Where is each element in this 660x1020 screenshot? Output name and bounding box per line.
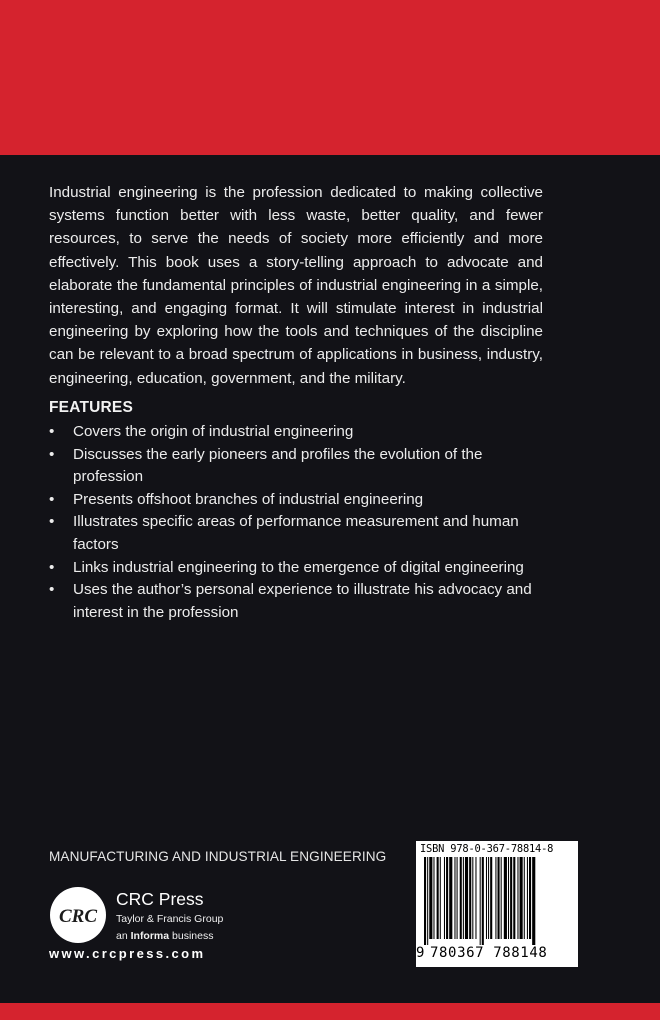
bullet-icon: • bbox=[49, 558, 55, 576]
barcode bbox=[416, 841, 578, 967]
bullet-icon: • bbox=[49, 423, 55, 440]
barcode-bar bbox=[498, 857, 500, 939]
isbn-label: ISBN 978-0-367-78814-8 bbox=[420, 843, 554, 855]
feature-item bbox=[49, 489, 549, 512]
barcode-bar bbox=[510, 857, 512, 939]
barcode-bars bbox=[424, 857, 572, 945]
barcode-bar bbox=[495, 857, 496, 939]
barcode-bar bbox=[524, 857, 525, 939]
top-red-band bbox=[0, 0, 660, 155]
crc-logo-text: CRC bbox=[58, 906, 98, 927]
feature-text: Illustrates specific areas of performance measurement and human factors bbox=[73, 513, 519, 553]
feature-item bbox=[49, 579, 549, 624]
barcode-bar bbox=[449, 857, 452, 939]
barcode-bar bbox=[463, 857, 464, 939]
bullet-icon: • bbox=[49, 513, 55, 531]
barcode-bar bbox=[424, 857, 426, 945]
feature-item bbox=[49, 421, 549, 444]
bullet-icon: • bbox=[49, 445, 55, 463]
features-heading: FEATURES bbox=[49, 399, 133, 416]
barcode-bar bbox=[488, 857, 489, 939]
barcode-bar bbox=[486, 857, 487, 939]
barcode-bar bbox=[504, 857, 507, 939]
barcode-bar bbox=[433, 857, 434, 939]
barcode-bar bbox=[469, 857, 471, 939]
barcode-bar bbox=[429, 857, 432, 939]
publisher-website: www.crcpress.com bbox=[49, 946, 206, 961]
feature-item bbox=[49, 557, 549, 580]
barcode-bar bbox=[513, 857, 515, 939]
ean-digits: 780367 788148 bbox=[430, 945, 548, 961]
publisher-name: CRC Press bbox=[116, 889, 204, 909]
feature-text: Uses the author’s personal experience to illustrate his advocacy and interest in the profession bbox=[73, 581, 532, 621]
barcode-bar bbox=[532, 857, 535, 945]
crc-logo-icon bbox=[50, 887, 106, 943]
series-name: MANUFACTURING AND INDUSTRIAL ENGINEERING bbox=[49, 849, 387, 864]
barcode-bar bbox=[446, 857, 448, 939]
feature-item bbox=[49, 511, 549, 556]
feature-text: Links industrial engineering to the emergence of digital engineering bbox=[73, 558, 524, 576]
bullet-icon: • bbox=[49, 581, 55, 599]
feature-text: Covers the origin of industrial engineering bbox=[73, 423, 354, 440]
barcode-bar bbox=[480, 857, 481, 945]
ean-lead-digit: 9 bbox=[416, 945, 425, 961]
feature-text: Presents offshoot branches of industrial engineering bbox=[73, 490, 424, 508]
barcode-bar bbox=[508, 857, 509, 939]
barcode-bar bbox=[520, 857, 523, 939]
publisher-business: an Informa business bbox=[116, 930, 214, 942]
barcode-bar bbox=[501, 857, 502, 939]
feature-text: Discusses the early pioneers and profiles the evolution of the profession bbox=[73, 445, 483, 486]
barcode-bar bbox=[472, 857, 473, 939]
barcode-bar bbox=[454, 857, 455, 939]
feature-item bbox=[49, 444, 549, 489]
barcode-bar bbox=[527, 857, 528, 939]
book-description: Industrial engineering is the profession dedicated to making collective systems function better with less waste, better quality, and fewer resources, to serve the needs of society more efficiently and more effectively. This book uses a story-telling approach to advocate and elaborate the fundamental principles of industrial engineering in a simple, interesting, and engaging format. It will stimulate interest in industrial engineering by exploring how the tools and techniques of the discipline can be relevant to a broad spectrum of applications in business, industry, engineering, education, government, and the military. bbox=[49, 184, 543, 387]
barcode-bar bbox=[460, 857, 462, 939]
barcode-bar bbox=[440, 857, 441, 939]
barcode-bar bbox=[475, 857, 476, 939]
features-list bbox=[49, 421, 549, 624]
barcode-bar bbox=[457, 857, 458, 939]
barcode-bar bbox=[427, 857, 428, 945]
publisher-group: Taylor & Francis Group bbox=[116, 913, 224, 925]
barcode-bar bbox=[482, 857, 484, 945]
bottom-red-band bbox=[0, 1003, 660, 1020]
barcode-bar bbox=[444, 857, 445, 939]
barcode-bar bbox=[490, 857, 492, 939]
barcode-bar bbox=[529, 857, 531, 939]
barcode-bar bbox=[517, 857, 518, 939]
barcode-bar bbox=[465, 857, 468, 939]
bullet-icon: • bbox=[49, 490, 55, 508]
barcode-bar bbox=[437, 857, 439, 939]
